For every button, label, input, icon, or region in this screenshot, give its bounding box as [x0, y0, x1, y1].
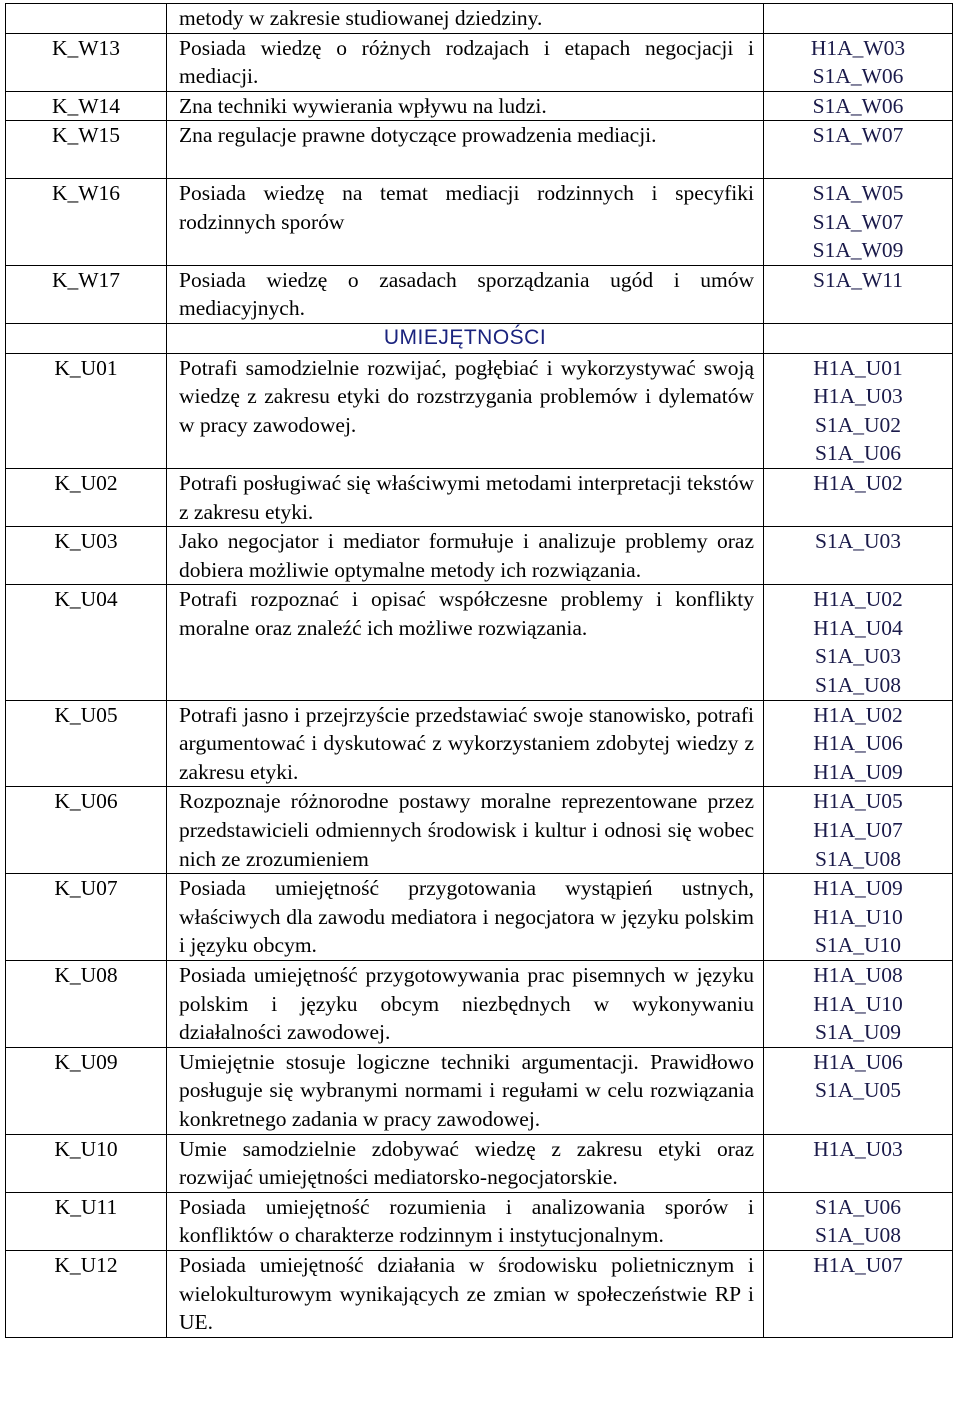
reference-code: S1A_U10: [814, 933, 901, 958]
outcome-code: K_U05: [6, 700, 167, 787]
outcome-references: [764, 1047, 953, 1134]
outcome-code: K_W14: [6, 91, 167, 121]
reference-code: H1A_U05: [813, 789, 903, 814]
reference-code: S1A_U08: [814, 1223, 901, 1248]
reference-code: H1A_U07: [813, 818, 903, 843]
outcome-code: K_W16: [6, 178, 167, 265]
table-row: [6, 468, 953, 526]
table-row: [6, 527, 953, 585]
outcome-code: [6, 4, 167, 34]
reference-code: S1A_W11: [813, 267, 903, 292]
table-row: [6, 1134, 953, 1192]
table-row: [6, 33, 953, 91]
table-row: [6, 4, 953, 34]
reference-code: H1A_U08: [813, 963, 903, 987]
reference-code: H1A_U02: [813, 587, 903, 612]
learning-outcomes-table: [5, 3, 953, 1338]
outcome-description: Potrafi rozpoznać i opisać współczesne problemy i konflikty moralne oraz znaleźć ich możliwe rozwiązania.: [167, 585, 764, 700]
reference-code: H1A_W03: [810, 35, 906, 60]
reference-code: S1A_W07: [812, 209, 904, 234]
outcome-references: [764, 585, 953, 700]
outcome-description: Umiejętnie stosuje logiczne techniki argumentacji. Prawidłowo posługuje się wybranymi normami i regułami w celu rozwiązania konkretnego zadania w pracy zawodowej.: [167, 1047, 764, 1134]
outcome-code: K_U06: [6, 787, 167, 874]
empty-cell: [764, 323, 953, 353]
outcome-code: K_U07: [6, 874, 167, 961]
outcome-code: K_U11: [6, 1192, 167, 1250]
outcome-references: [764, 1250, 953, 1337]
empty-cell: [6, 323, 167, 353]
reference-code: H1A_U02: [813, 470, 903, 495]
outcome-description: Potrafi samodzielnie rozwijać, pogłębiać i wykorzystywać swoją wiedzę z zakresu etyki do rozstrzygania problemów i dylematów w pracy zawodowej.: [167, 353, 764, 468]
table-row: [6, 265, 953, 323]
outcome-description: Posiada umiejętność przygotowania wystąpień ustnych, właściwych dla zawodu mediatora i negocjatora w języku polskim i języku obcym.: [167, 874, 764, 961]
reference-code: S1A_U08: [814, 673, 901, 698]
reference-code: S1A_W07: [812, 123, 904, 148]
outcome-description: Posiada umiejętność działania w środowisku polietnicznym i wielokulturowym wynikających ze zmian w społeczeństwie RP i UE.: [167, 1250, 764, 1337]
outcome-code: K_U08: [6, 961, 167, 1048]
table-row: [6, 1250, 953, 1337]
reference-code: S1A_W09: [812, 238, 904, 263]
outcome-description: Potrafi jasno i przejrzyście przedstawiać swoje stanowisko, potrafi argumentować i dyskutować z wykorzystaniem zdobytej wiedzy z zakresu etyki.: [167, 700, 764, 787]
reference-code: S1A_U06: [814, 1194, 901, 1219]
outcome-references: [764, 33, 953, 91]
outcome-description: Rozpoznaje różnorodne postawy moralne reprezentowane przez przedstawicieli odmiennych środowisk i kultur i odnosi się wobec nich ze zrozumieniem: [167, 787, 764, 874]
outcome-references: [764, 700, 953, 787]
reference-code: S1A_U03: [814, 529, 901, 554]
outcome-references: [764, 527, 953, 585]
table-row: [6, 1047, 953, 1134]
outcome-references: [764, 353, 953, 468]
table-row: [6, 121, 953, 179]
outcome-description: Zna regulacje prawne dotyczące prowadzenia mediacji.: [167, 121, 764, 179]
outcome-description: Posiada wiedzę o różnych rodzajach i etapach negocjacji i mediacji.: [167, 33, 764, 91]
outcome-description: Posiada umiejętność rozumienia i analizowania sporów i konfliktów o charakterze rodzinnym i instytucjonalnym.: [167, 1192, 764, 1250]
table-row: [6, 787, 953, 874]
reference-code: H1A_U04: [813, 615, 903, 640]
table-row: [6, 585, 953, 700]
outcome-description: Potrafi posługiwać się właściwymi metodami interpretacji tekstów z zakresu etyki.: [167, 468, 764, 526]
table-row: [6, 874, 953, 961]
outcome-code: K_U04: [6, 585, 167, 700]
outcome-references: [764, 178, 953, 265]
outcome-description: Posiada wiedzę o zasadach sporządzania ugód i umów mediacyjnych.: [167, 265, 764, 323]
reference-code: H1A_U10: [813, 904, 903, 929]
outcome-references: [764, 1134, 953, 1192]
outcome-code: K_U10: [6, 1134, 167, 1192]
reference-code: H1A_U09: [813, 876, 903, 901]
reference-code: S1A_U03: [814, 644, 901, 669]
outcome-references: [764, 265, 953, 323]
table-body: [6, 4, 953, 1338]
outcome-references: [764, 468, 953, 526]
outcome-description: Jako negocjator i mediator formułuje i analizuje problemy oraz dobiera możliwie optymalne metody ich rozwiązania.: [167, 527, 764, 585]
outcome-references: [764, 91, 953, 121]
outcome-description: metody w zakresie studiowanej dziedziny.: [167, 4, 764, 34]
table-row: [6, 1192, 953, 1250]
outcome-code: K_W13: [6, 33, 167, 91]
reference-code: S1A_W06: [812, 64, 904, 89]
reference-code: H1A_U09: [813, 759, 903, 784]
reference-code: S1A_U05: [814, 1078, 901, 1103]
outcome-references: [764, 787, 953, 874]
reference-code: H1A_U06: [813, 731, 903, 756]
outcome-code: K_U02: [6, 468, 167, 526]
reference-code: S1A_W05: [812, 180, 904, 205]
outcome-code: K_U09: [6, 1047, 167, 1134]
reference-code: H1A_U01: [813, 355, 903, 380]
outcome-code: K_W17: [6, 265, 167, 323]
table-row: [6, 961, 953, 1048]
outcome-references: [764, 1192, 953, 1250]
outcome-description: Posiada umiejętność przygotowywania prac pisemnych w języku polskim i języku obcym niezbędnych w wykonywaniu działalności zawodowej.: [167, 961, 764, 1048]
outcome-description: Umie samodzielnie zdobywać wiedzę z zakresu etyki oraz rozwijać umiejętności mediatorsko-negocjatorskie.: [167, 1134, 764, 1192]
table-row: [6, 353, 953, 468]
reference-code: S1A_W06: [812, 93, 904, 118]
reference-code: H1A_U02: [813, 702, 903, 727]
reference-code: H1A_U06: [813, 1049, 903, 1074]
reference-code: H1A_U03: [813, 1136, 903, 1161]
reference-code: S1A_U08: [814, 846, 901, 871]
outcome-description: Posiada wiedzę na temat mediacji rodzinnych i specyfiki rodzinnych sporów: [167, 178, 764, 265]
outcome-references: [764, 961, 953, 1048]
outcome-code: K_W15: [6, 121, 167, 179]
section-row: [6, 323, 953, 353]
outcome-references: [764, 121, 953, 179]
reference-code: S1A_U02: [814, 412, 901, 437]
reference-code: H1A_U07: [813, 1252, 903, 1277]
outcome-code: K_U01: [6, 353, 167, 468]
table-row: [6, 178, 953, 265]
reference-code: S1A_U09: [814, 1020, 901, 1045]
table-row: [6, 91, 953, 121]
table-row: [6, 700, 953, 787]
outcome-description: Zna techniki wywierania wpływu na ludzi.: [167, 91, 764, 121]
outcome-references: [764, 4, 953, 34]
reference-code: S1A_U06: [814, 441, 901, 466]
reference-code: H1A_U03: [813, 384, 903, 409]
reference-code: H1A_U10: [813, 991, 903, 1016]
section-heading: UMIEJĘTNOŚCI: [167, 323, 764, 353]
outcome-code: K_U03: [6, 527, 167, 585]
outcome-code: K_U12: [6, 1250, 167, 1337]
outcome-references: [764, 874, 953, 961]
